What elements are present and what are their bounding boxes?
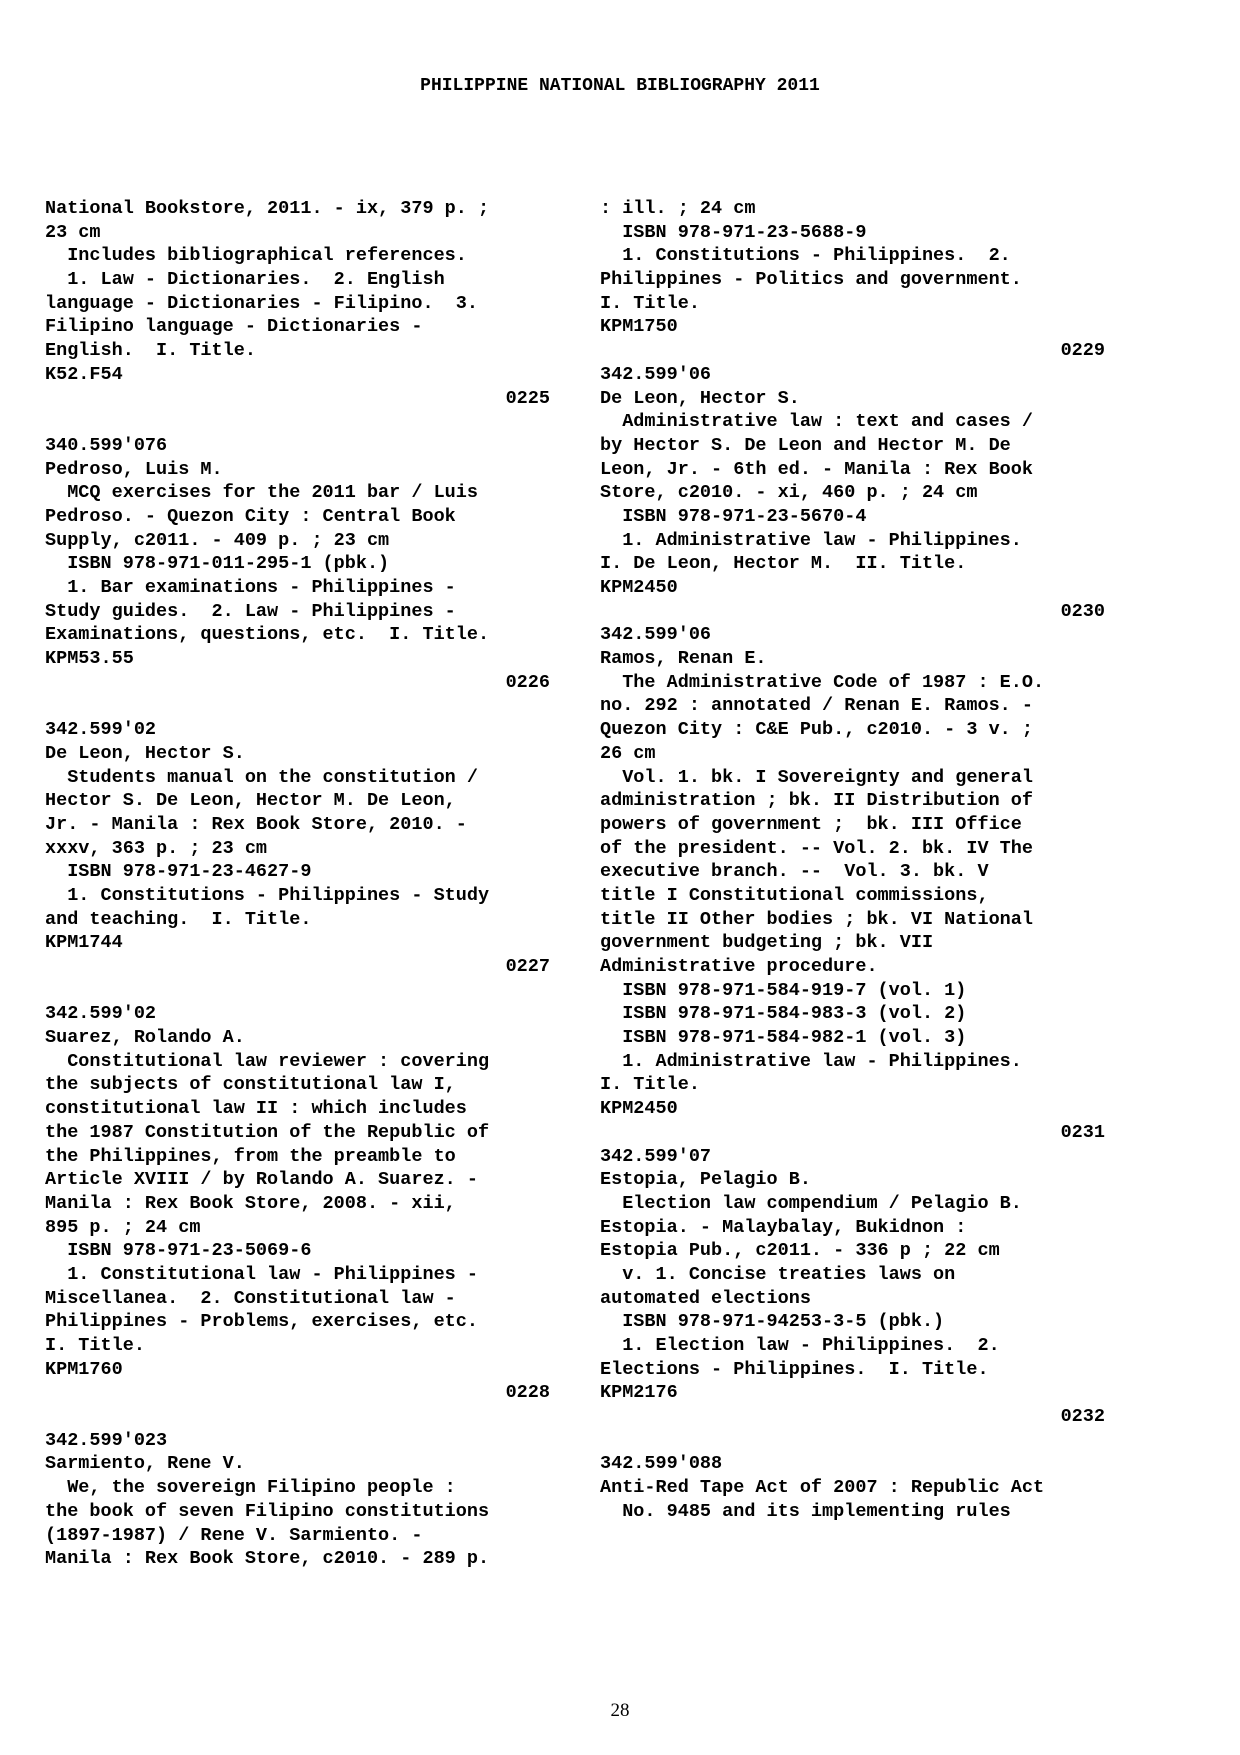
entry-line: 342.599'06 xyxy=(600,624,712,646)
entry-line: 1. Law - Dictionaries. 2. English xyxy=(45,269,445,291)
entry-line: Quezon City : C&E Pub., c2010. - 3 v. ; xyxy=(600,719,1033,741)
entry-line: Miscellanea. 2. Constitutional law - xyxy=(45,1287,456,1309)
entry-line: Administrative law : text and cases / xyxy=(600,411,1033,433)
entry-line: KPM2450 xyxy=(600,577,678,598)
entry-line: Elections - Philippines. I. Title. xyxy=(600,1358,989,1380)
entry-line: the subjects of constitutional law I, xyxy=(45,1074,456,1096)
entry-line: Students manual on the constitution / xyxy=(45,766,478,788)
entry-line: 1. Constitutional law - Philippines - xyxy=(45,1263,478,1285)
entry-line: 342.599'088 xyxy=(600,1453,723,1475)
entry-line xyxy=(45,410,550,434)
entry-line: 1. Election law - Philippines. 2. xyxy=(600,1335,1000,1356)
entry-line: Manila : Rex Book Store, c2010. - 289 p. xyxy=(45,1548,490,1570)
entry-line: constitutional law II : which includes xyxy=(45,1098,467,1120)
entry-line: KPM1744 xyxy=(45,932,123,954)
entry-line: Estopia Pub., c2011. - 336 p ; 22 cm xyxy=(600,1240,1000,1262)
entry-line: 1. Administrative law - Philippines. xyxy=(600,529,1022,551)
entry-line: xxxv, 363 p. ; 23 cm xyxy=(45,837,268,859)
entry-line xyxy=(600,1429,1105,1453)
entry-line: I. De Leon, Hector M. II. Title. xyxy=(600,553,967,575)
entry-line: ISBN 978-971-23-5688-9 xyxy=(600,221,867,243)
entry-line: De Leon, Hector S. xyxy=(45,742,245,764)
entry-line: 1. Bar examinations - Philippines - xyxy=(45,577,456,598)
entry-line: National Bookstore, 2011. - ix, 379 p. ; xyxy=(45,198,490,219)
record-number: 0229 xyxy=(1060,340,1105,362)
entry-line: Includes bibliographical references. xyxy=(45,245,467,267)
record-number: 0225 xyxy=(505,387,550,409)
record-number: 0230 xyxy=(1060,600,1105,622)
entry-line: ISBN 978-971-011-295-1 (pbk.) xyxy=(45,553,390,575)
entry-line: MCQ exercises for the 2011 bar / Luis xyxy=(45,482,478,504)
page-number: 28 xyxy=(610,1700,630,1721)
entry-line: KPM2450 xyxy=(600,1098,678,1120)
entry-line xyxy=(45,979,550,1003)
entry-line: Leon, Jr. - 6th ed. - Manila : Rex Book xyxy=(600,458,1033,480)
entry-line: KPM1760 xyxy=(45,1358,123,1380)
entry-line: We, the sovereign Filipino people : xyxy=(45,1477,456,1499)
entry-line: Philippines - Problems, exercises, etc. xyxy=(45,1311,478,1333)
entry-line: 895 p. ; 24 cm xyxy=(45,1216,201,1238)
entry-line: 342.599'023 xyxy=(45,1429,168,1451)
entry-line: no. 292 : annotated / Renan E. Ramos. - xyxy=(600,695,1033,717)
record-number: 0232 xyxy=(1060,1406,1105,1428)
record-number: 0226 xyxy=(505,671,550,693)
entry-line: ISBN 978-971-584-919-7 (vol. 1) xyxy=(600,979,967,1001)
entry-line: KPM2176 xyxy=(600,1382,678,1404)
entry-line: of the president. -- Vol. 2. bk. IV The xyxy=(600,837,1033,859)
entry-line: 342.599'02 xyxy=(45,1003,157,1025)
entry-line: title I Constitutional commissions, xyxy=(600,884,989,906)
entry-line: Ramos, Renan E. xyxy=(600,648,767,670)
entry-line: Store, c2010. - xi, 460 p. ; 24 cm xyxy=(600,482,978,504)
entry-line: Sarmiento, Rene V. xyxy=(45,1453,245,1475)
entry-line: 1. Administrative law - Philippines. xyxy=(600,1050,1022,1072)
record-number: 0227 xyxy=(505,956,550,977)
entry-line: ISBN 978-971-23-4627-9 xyxy=(45,861,312,883)
record-number: 0231 xyxy=(1060,1121,1105,1143)
entry-line: ISBN 978-971-584-983-3 (vol. 2) xyxy=(600,1003,967,1025)
entry-line: 1. Constitutions - Philippines - Study xyxy=(45,884,490,906)
entry-line: I. Title. xyxy=(600,292,700,314)
entry-line: K52.F54 xyxy=(45,363,123,385)
entry-line: executive branch. -- Vol. 3. bk. V xyxy=(600,861,989,883)
entry-line: by Hector S. De Leon and Hector M. De xyxy=(600,434,1011,456)
entry-line: powers of government ; bk. III Office xyxy=(600,813,1022,835)
entry-line: the Philippines, from the preamble to xyxy=(45,1145,456,1167)
entry-line: English. I. Title. xyxy=(45,340,256,362)
entry-line: government budgeting ; bk. VII xyxy=(600,932,934,954)
entry-line: : ill. ; 24 cm xyxy=(600,198,756,219)
entry-line: Suarez, Rolando A. xyxy=(45,1027,245,1049)
entry-line: KPM1750 xyxy=(600,316,678,338)
entry-line: Constitutional law reviewer : covering xyxy=(45,1050,490,1072)
entry-line: Manila : Rex Book Store, 2008. - xii, xyxy=(45,1192,456,1214)
entry-line: Administrative procedure. xyxy=(600,956,878,977)
entry-line xyxy=(45,1405,550,1429)
entry-line: 26 cm xyxy=(600,742,656,764)
entry-line: KPM53.55 xyxy=(45,648,134,670)
entry-line: the 1987 Constitution of the Republic of xyxy=(45,1121,490,1143)
entry-line: Study guides. 2. Law - Philippines - xyxy=(45,600,456,622)
entry-line: Pedroso. - Quezon City : Central Book xyxy=(45,505,456,527)
entry-line: Hector S. De Leon, Hector M. De Leon, xyxy=(45,790,456,812)
entry-line: Filipino language - Dictionaries - xyxy=(45,316,423,338)
entry-line: Supply, c2011. - 409 p. ; 23 cm xyxy=(45,529,390,551)
entry-line: title II Other bodies ; bk. VI National xyxy=(600,908,1033,930)
entry-line: v. 1. Concise treaties laws on xyxy=(600,1263,956,1285)
page-header: PHILIPPINE NATIONAL BIBLIOGRAPHY 2011 xyxy=(420,76,820,96)
entry-line: ISBN 978-971-94253-3-5 (pbk.) xyxy=(600,1311,945,1333)
entry-line: Estopia. - Malaybalay, Bukidnon : xyxy=(600,1216,967,1238)
entry-line: 23 cm xyxy=(45,221,101,243)
record-number: 0228 xyxy=(505,1382,550,1404)
entry-line: 340.599'076 xyxy=(45,434,168,456)
entry-line: Election law compendium / Pelagio B. xyxy=(600,1192,1022,1214)
entry-line: I. Title. xyxy=(600,1074,700,1096)
entry-line: language - Dictionaries - Filipino. 3. xyxy=(45,292,478,314)
entry-line: the book of seven Filipino constitutions xyxy=(45,1500,490,1522)
left-column xyxy=(45,197,550,1571)
entry-line: I. Title. xyxy=(45,1335,145,1356)
entry-line: (1897-1987) / Rene V. Sarmiento. - xyxy=(45,1524,423,1546)
entry-line: The Administrative Code of 1987 : E.O. xyxy=(600,671,1045,693)
entry-line: De Leon, Hector S. xyxy=(600,387,800,409)
entry-line: 342.599'07 xyxy=(600,1145,712,1167)
entry-line: ISBN 978-971-584-982-1 (vol. 3) xyxy=(600,1027,967,1049)
entry-line: Estopia, Pelagio B. xyxy=(600,1169,811,1191)
entry-line: ISBN 978-971-23-5069-6 xyxy=(45,1240,312,1262)
entry-line: Pedroso, Luis M. xyxy=(45,458,223,480)
entry-line xyxy=(45,694,550,718)
entry-line: Vol. 1. bk. I Sovereignty and general xyxy=(600,766,1033,788)
entry-line: and teaching. I. Title. xyxy=(45,908,312,930)
entry-line: Philippines - Politics and government. xyxy=(600,269,1022,291)
entry-line: ISBN 978-971-23-5670-4 xyxy=(600,505,867,527)
entry-line: Examinations, questions, etc. I. Title. xyxy=(45,624,490,646)
entry-line: administration ; bk. II Distribution of xyxy=(600,790,1033,812)
entry-line: Anti-Red Tape Act of 2007 : Republic Act xyxy=(600,1477,1045,1499)
right-column xyxy=(600,197,1105,1524)
entry-line: automated elections xyxy=(600,1287,811,1309)
entry-line: 342.599'06 xyxy=(600,363,712,385)
entry-line: Article XVIII / by Rolando A. Suarez. - xyxy=(45,1169,478,1191)
entry-line: 342.599'02 xyxy=(45,719,157,741)
entry-line: No. 9485 and its implementing rules xyxy=(600,1500,1011,1522)
entry-line: 1. Constitutions - Philippines. 2. xyxy=(600,245,1011,267)
entry-line: Jr. - Manila : Rex Book Store, 2010. - xyxy=(45,813,467,835)
